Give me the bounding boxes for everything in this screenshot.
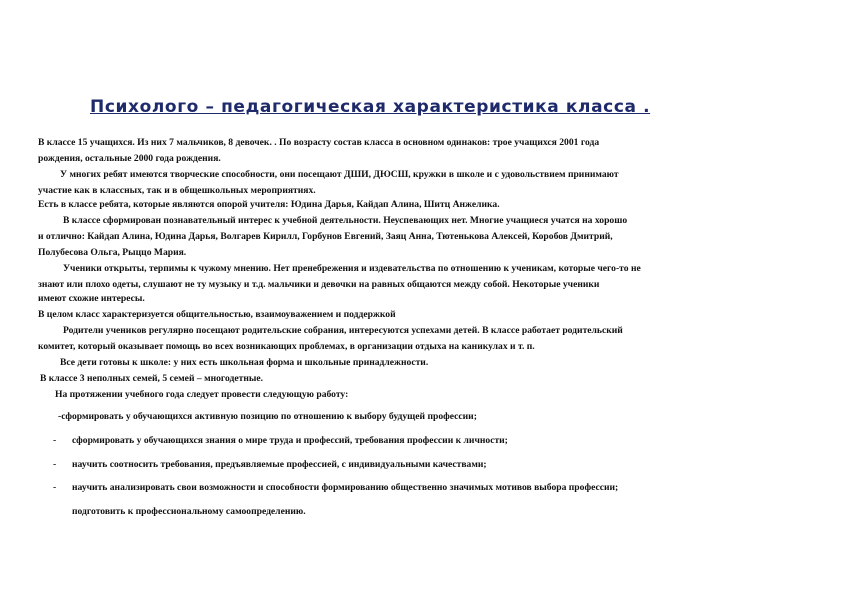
text-line: рождения, остальные 2000 года рождения. bbox=[38, 153, 221, 164]
list-item: подготовить к профессиональному самоопределению. bbox=[72, 506, 306, 517]
text-line: имеют схожие интересы. bbox=[38, 293, 145, 304]
list-item: научить анализировать свои возможности и способности формированию общественно значимых мотивов выбора профессии; bbox=[72, 482, 619, 493]
text-line: знают или плохо одеты, слушают не ту музыку и т.д. мальчики и девочки на равных общаются между собой. Некоторые ученики bbox=[38, 279, 600, 290]
text-line: На протяжении учебного года следует провести следующую работу: bbox=[55, 389, 349, 400]
list-bullet: - bbox=[53, 459, 57, 470]
text-line: В классе 15 учащихся. Из них 7 мальчиков, 8 девочек. . По возрасту состав класса в основном одинаков: трое учащихся 2001 года bbox=[38, 137, 600, 148]
text-line: Есть в классе ребята, которые являются опорой учителя: Юдина Дарья, Кайдап Алина, Шитц Анжелика. bbox=[38, 199, 500, 210]
text-line: В классе сформирован познавательный интерес к учебной деятельности. Неуспевающих нет. Многие учащиеся учатся на хорошо bbox=[63, 215, 628, 226]
list-item: сформировать у обучающихся знания о мире труда и профессий, требования профессии к личности; bbox=[72, 435, 508, 446]
text-line: Родители учеников регулярно посещают родительские собрания, интересуются успехами детей. В классе работает родительский bbox=[63, 325, 623, 336]
text-line: В целом класс характеризуется общительностью, взаимоуважением и поддержкой bbox=[38, 309, 396, 320]
list-item: научить соотносить требования, предъявляемые профессией, с индивидуальными качествами; bbox=[72, 459, 487, 470]
text-line: Полубесова Ольга, Рыццо Мария. bbox=[38, 247, 187, 258]
text-line: У многих ребят имеются творческие способности, они посещают ДШИ, ДЮСШ, кружки в школе и с удовольствием принимают bbox=[60, 169, 619, 180]
list-bullet: - bbox=[53, 435, 57, 446]
text-line: Ученики открыты, терпимы к чужому мнению. Нет пренебрежения и издевательства по отношению к ученикам, которые чего-то не bbox=[63, 263, 641, 274]
text-line: -сформировать у обучающихся активную позицию по отношению к выбору будущей профессии; bbox=[58, 411, 477, 422]
text-line: комитет, который оказывает помощь во всех возникающих проблемах, в организации отдыха на каникулах и т. п. bbox=[38, 341, 535, 352]
text-line: Все дети готовы к школе: у них есть школьная форма и школьные принадлежности. bbox=[60, 357, 429, 368]
text-line: В классе 3 неполных семей, 5 семей – многодетные. bbox=[40, 373, 264, 384]
list-bullet: - bbox=[53, 482, 57, 493]
text-line: и отлично: Кайдап Алина, Юдина Дарья, Волгарев Кирилл, Горбунов Евгений, Заяц Анна, Тютенькова Алексей, Коробов Дмитрий, bbox=[38, 231, 613, 242]
document-title: Психолого – педагогическая характеристика класса . bbox=[90, 97, 651, 117]
text-line: участие как в классных, так и в общешкольных мероприятиях. bbox=[38, 185, 316, 196]
